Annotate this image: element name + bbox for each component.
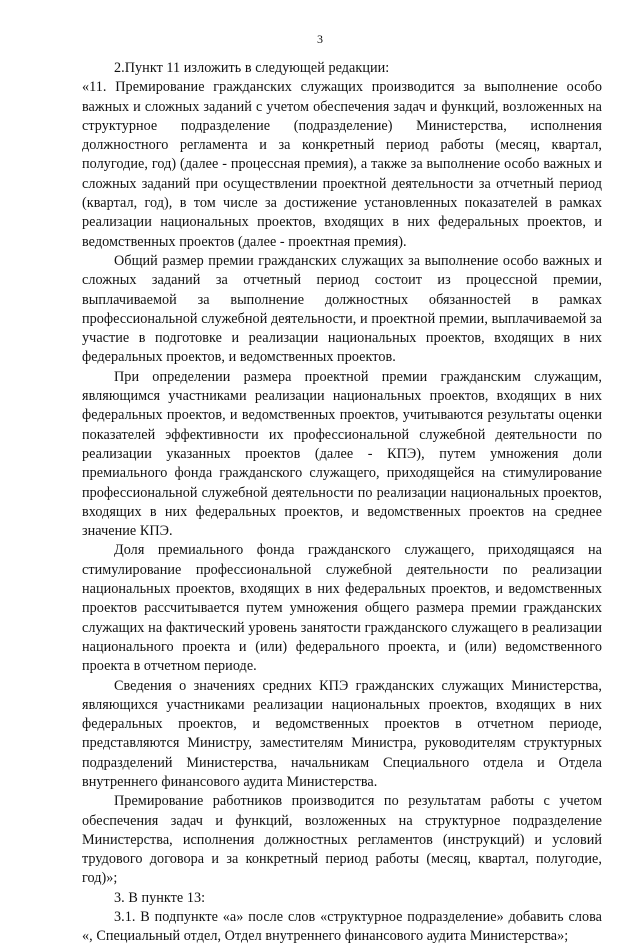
- point-11-new-text: «11. Премирование гражданских служащих производится за выполнение особо важных и сложных заданий с учетом обеспечения задач и функций, возложенных на структурное подразделение (подразделение) Министерства, исполнения должностного регламента и за конкретный период работы (месяц, квартал, полугодие, год) (далее - процессная премия), а также за выполнение особо важных и сложных заданий при осуществлении проектной деятельности за отчетный период (квартал, год), в том числе за достижение установленных показателей в рамках реализации национальных проектов, входящих в них федеральных проектов, и ведомственных проектов (далее - проектная премия).: [82, 79, 602, 250]
- page-number: 3: [317, 32, 323, 46]
- amendment-point-3-1: 3.1. В подпункте «а» после слов «структурное подразделение» добавить слова «, Специальный отдел, Отдел внутреннего финансового аудита Министерства»;: [82, 909, 602, 945]
- document-body: [82, 59, 602, 947]
- paragraph-project-bonus-calculation: При определении размера проектной премии гражданским служащим, являющимся участниками реализации национальных проектов, входящих в них федеральных проектов, и ведомственных проектов, учитываются результаты оценки показателей эффективности их профессиональной служебной деятельности по реализации указанных проектов (далее - КПЭ), путем умножения доли премиального фонда гражданского служащего, приходящейся на стимулирование профессиональной служебной деятельности по реализации национальных проектов, входящих в них федеральных проектов, и ведомственных проектов на среднее значение КПЭ.: [82, 368, 602, 540]
- paragraph-total-bonus: Общий размер премии гражданских служащих за выполнение особо важных и сложных заданий за отчетный период состоит из процессной премии, выплачиваемой за выполнение должностных обязанностей в рамках профессиональной служебной деятельности, и проектной премии, выплачиваемой за участие в подготовке и реализации национальных проектов, входящих в них федеральных проектов, и ведомственных проектов.: [82, 252, 602, 366]
- paragraph-workers-bonus: Премирование работников производится по результатам работы с учетом обеспечения задач и функций, возложенных на структурное подразделение Министерства, исполнения должностных регламентов (инструкций) и условий трудового договора и за конкретный период работы (месяц, квартал, полугодие, год)»;: [82, 793, 602, 887]
- paragraph-bonus-fund-share: Доля премиального фонда гражданского служащего, приходящаяся на стимулирование профессиональной служебной деятельности по реализации национальных проектов, входящих в них федеральных проектов, и ведомственных проектов рассчитывается путем умножения общего размера премии гражданских служащих на фактический уровень занятости гражданского служащего в реализации национального проекта и (или) федерального проекта, и (или) ведомственного проекта в отчетном периоде.: [82, 542, 602, 675]
- paragraph-kpe-information: Сведения о значениях средних КПЭ гражданских служащих Министерства, являющихся участниками реализации национальных проектов, входящих в них федеральных проектов, и ведомственных проектов в отчетном периоде, представляются Министру, заместителям Министра, руководителям структурных подразделений Министерства, начальникам Специального отдела и Отдела внутреннего финансового аудита Министерства.: [82, 677, 602, 790]
- amendment-point-2-heading: 2.Пункт 11 изложить в следующей редакции:: [114, 60, 390, 76]
- amendment-point-3-heading: 3. В пункте 13:: [114, 889, 206, 906]
